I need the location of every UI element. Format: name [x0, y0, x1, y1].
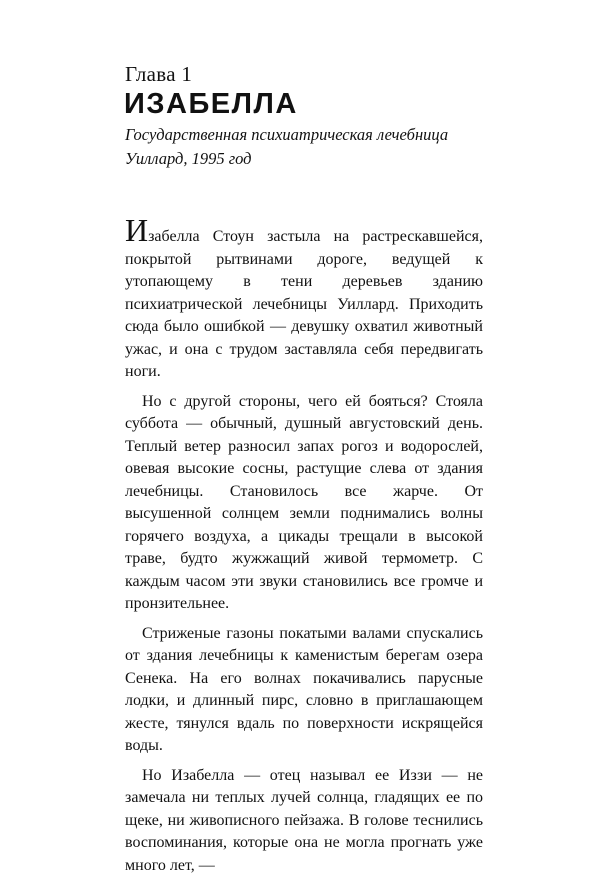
paragraph-1: [125, 212, 483, 384]
drop-cap: И: [125, 212, 149, 248]
chapter-body: [125, 212, 483, 884]
paragraph-3: Стриженые газоны покатыми валами спускались от здания лечебницы к каменистым берегам озера Сенека. На его волнах покачивались парусные лодки, и длинный пирс, словно в приглашающем жесте, тянулся вдаль по поверхности искрящейся воды.: [125, 624, 483, 754]
chapter-number: Глава 1: [125, 62, 193, 86]
chapter-title: ИЗАБЕЛЛА: [124, 88, 298, 120]
paragraph-1-text: забелла Стоун застыла на растрескавшейся, покрытой рытвинами дороге, ведущей к утопающему в тени деревьев зданию психиатрической лечебницы Уиллард. Приходить сюда было ошибкой — девушку охватил животный ужас, и она с трудом заставляла себя передвигать ноги.: [125, 228, 483, 380]
paragraph-2: Но с другой стороны, чего ей бояться? Стояла суббота — обычный, душный августовский день. Теплый ветер разносил запах рогоз и водорослей, овевая высокие сосны, растущие слева от здания лечебницы. Становилось все жарче. От высушенной солнцем земли поднимались волны горячего воздуха, а цикады трещали в высокой траве, будто жужжащий живой термометр. С каждым часом эти звуки становились все громче и пронзительнее.: [125, 392, 483, 612]
chapter-subtitle: Государственная психиатрическая лечебница Уиллард, 1995 год: [125, 125, 449, 168]
paragraph-4: Но Изабелла — отец называл ее Иззи — не замечала ни теплых лучей солнца, гладящих ее по щеке, ни живописного пейзажа. В голове теснились воспоминания, которые она не могла прогнать уже много лет, —: [125, 766, 483, 874]
